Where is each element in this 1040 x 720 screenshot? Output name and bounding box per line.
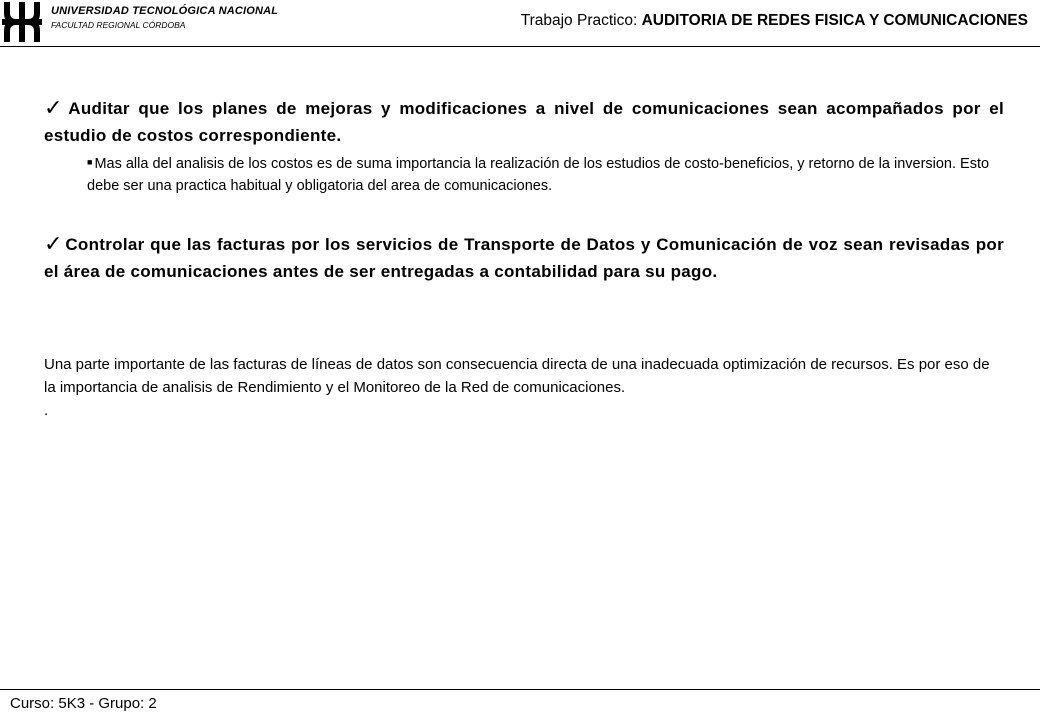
title-prefix: Trabajo Practico: (520, 12, 642, 29)
checkmark-icon: ✓ (44, 231, 64, 256)
sub-bullet-text: Mas alla del analisis de los costos es de suma importancia la realización de los estudios de costo-beneficios, y retorno de la inversion. Esto debe ser una practica habitual y obligatoria del area de comunicaciones. (87, 156, 990, 194)
trailing-dot: . (44, 402, 49, 419)
header-divider (0, 46, 1040, 47)
checklist-item-text: Auditar que los planes de mejoras y modificaciones a nivel de comunicaciones sean acompañados por el estudio de costos correspondiente. (44, 99, 1004, 145)
university-name: UNIVERSIDAD TECNOLÓGICA NACIONAL (51, 5, 279, 17)
footer-course: Curso: 5K3 - Grupo: 2 (10, 695, 157, 712)
sub-bullet-item (87, 151, 1004, 197)
slide-content (44, 94, 1004, 422)
checklist-item-facturas (44, 230, 1004, 285)
checkmark-icon: ✓ (44, 95, 67, 120)
utn-logo-icon (0, 0, 44, 44)
spacer (44, 285, 1004, 353)
slide-header (0, 0, 1040, 46)
spacer (44, 197, 1004, 230)
checklist-item-text: Controlar que las facturas por los servicios de Transporte de Datos y Comunicación de voz sean revisadas por el área de comunicaciones antes de ser entregadas a contabilidad para su pago. (44, 235, 1004, 281)
title-subject: AUDITORIA DE REDES FISICA Y COMUNICACIONES (641, 12, 1028, 29)
footer-divider (0, 689, 1040, 690)
body-paragraph: Una parte importante de las facturas de líneas de datos son consecuencia directa de una inadecuada optimización de recursos. Es por eso de la importancia de analisis de Rendimiento y el Monitoreo de la Red de comunicaciones. (44, 356, 990, 396)
faculty-name: FACULTAD REGIONAL CÓRDOBA (51, 20, 186, 30)
slide-title (521, 12, 1028, 30)
square-bullet-icon: ■ (87, 157, 93, 167)
checklist-item-costos (44, 94, 1004, 149)
